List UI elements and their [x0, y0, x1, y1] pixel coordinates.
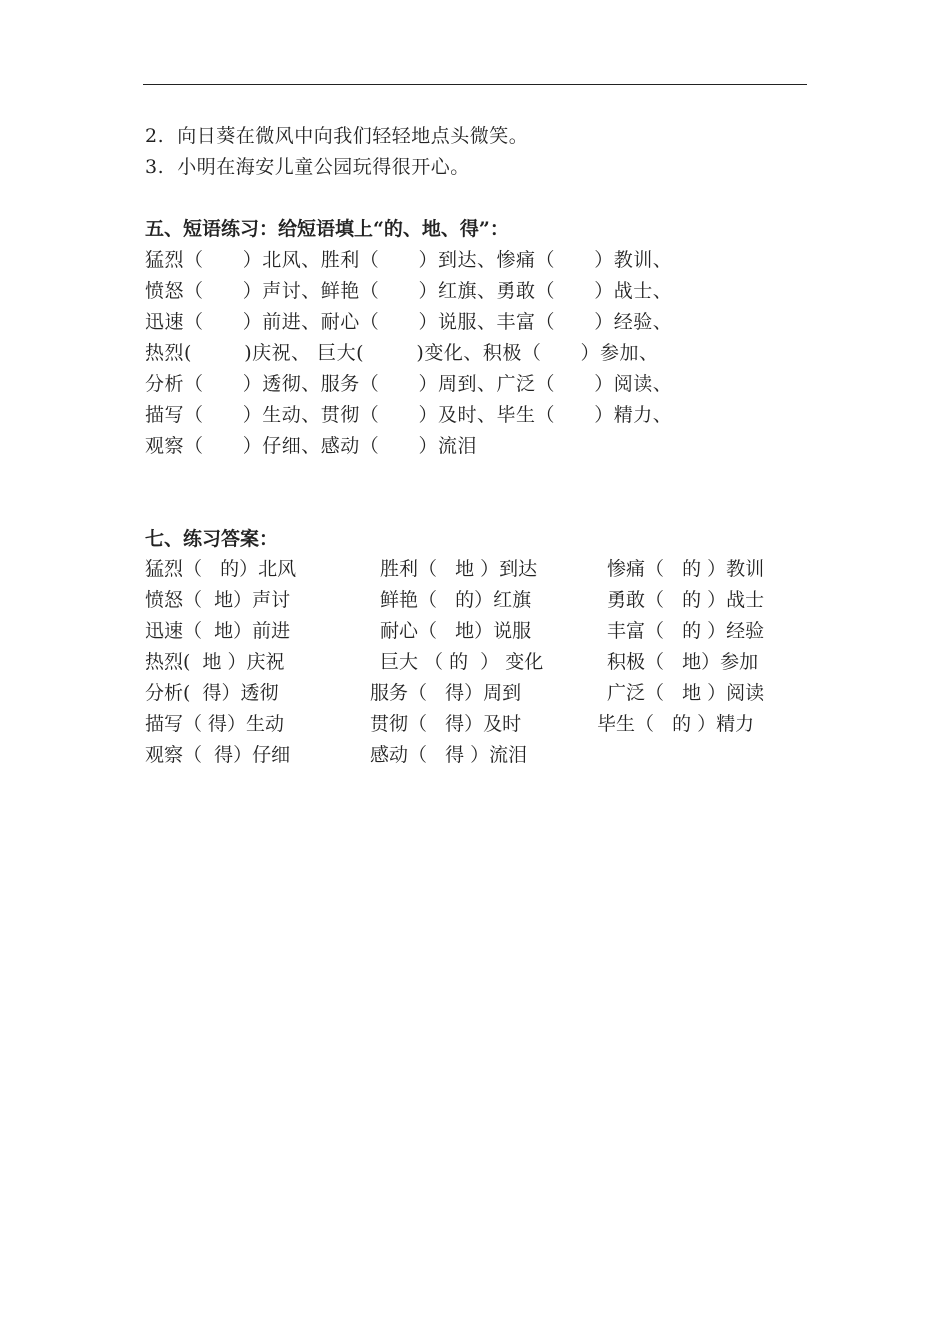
answer-cell: 胜利（ 地 ）到达: [380, 558, 538, 580]
answer-cell: 毕生（ 的 ）精力: [597, 713, 755, 735]
exercise-line: 迅速（ ）前进、耐心（ ）说服、丰富（ ）经验、: [145, 311, 673, 333]
exercise-line: 猛烈（ ）北风、胜利（ ）到达、惨痛（ ）教训、: [145, 249, 673, 271]
answer-cell: 感动（ 得 ）流泪: [370, 744, 528, 766]
answer-cell: 惨痛（ 的 ）教训: [607, 558, 765, 580]
exercise-line: 热烈( )庆祝、 巨大( )变化、积极（ ）参加、: [145, 342, 659, 364]
answer-cell: 贯彻（ 得）及时: [370, 713, 522, 735]
answer-cell: 服务（ 得）周到: [370, 682, 522, 704]
header-rule: [143, 84, 807, 85]
answer-cell: 勇敢（ 的 ）战士: [607, 589, 765, 611]
exercise-line: 愤怒（ ）声讨、鲜艳（ ）红旗、勇敢（ ）战士、: [145, 280, 673, 302]
answer-cell: 广泛（ 地 ）阅读: [607, 682, 765, 704]
exercise-line: 分析（ ）透彻、服务（ ）周到、广泛（ ）阅读、: [145, 373, 673, 395]
answer-cell: 鲜艳（ 的）红旗: [380, 589, 532, 611]
exercise-line: 描写（ ）生动、贯彻（ ）及时、毕生（ ）精力、: [145, 404, 673, 426]
answer-cell: 丰富（ 的 ）经验: [607, 620, 765, 642]
answer-cell: 迅速（ 地）前进: [145, 620, 291, 642]
section5-heading: 五、短语练习：给短语填上“的、地、得”：: [145, 218, 509, 240]
answer-cell: 耐心（ 地）说服: [380, 620, 532, 642]
answer-cell: 愤怒（ 地）声讨: [145, 589, 291, 611]
answer-cell: 巨大 （ 的 ） 变化: [380, 651, 544, 673]
answer-cell: 积极（ 地）参加: [607, 651, 759, 673]
exercise-line: 观察（ ）仔细、感动（ ）流泪: [145, 435, 477, 457]
answer-cell: 热烈( 地 ）庆祝: [145, 651, 285, 673]
sentence-3: 3. 小明在海安儿童公园玩得很开心。: [145, 156, 470, 178]
answer-cell: 描写（ 得）生动: [145, 713, 285, 735]
section7-heading: 七、练习答案：: [145, 528, 279, 550]
answer-cell: 观察（ 得）仔细: [145, 744, 291, 766]
answer-cell: 分析( 得）透彻: [145, 682, 279, 704]
answer-cell: 猛烈（ 的）北风: [145, 558, 297, 580]
sentence-2: 2. 向日葵在微风中向我们轻轻地点头微笑。: [145, 125, 529, 147]
